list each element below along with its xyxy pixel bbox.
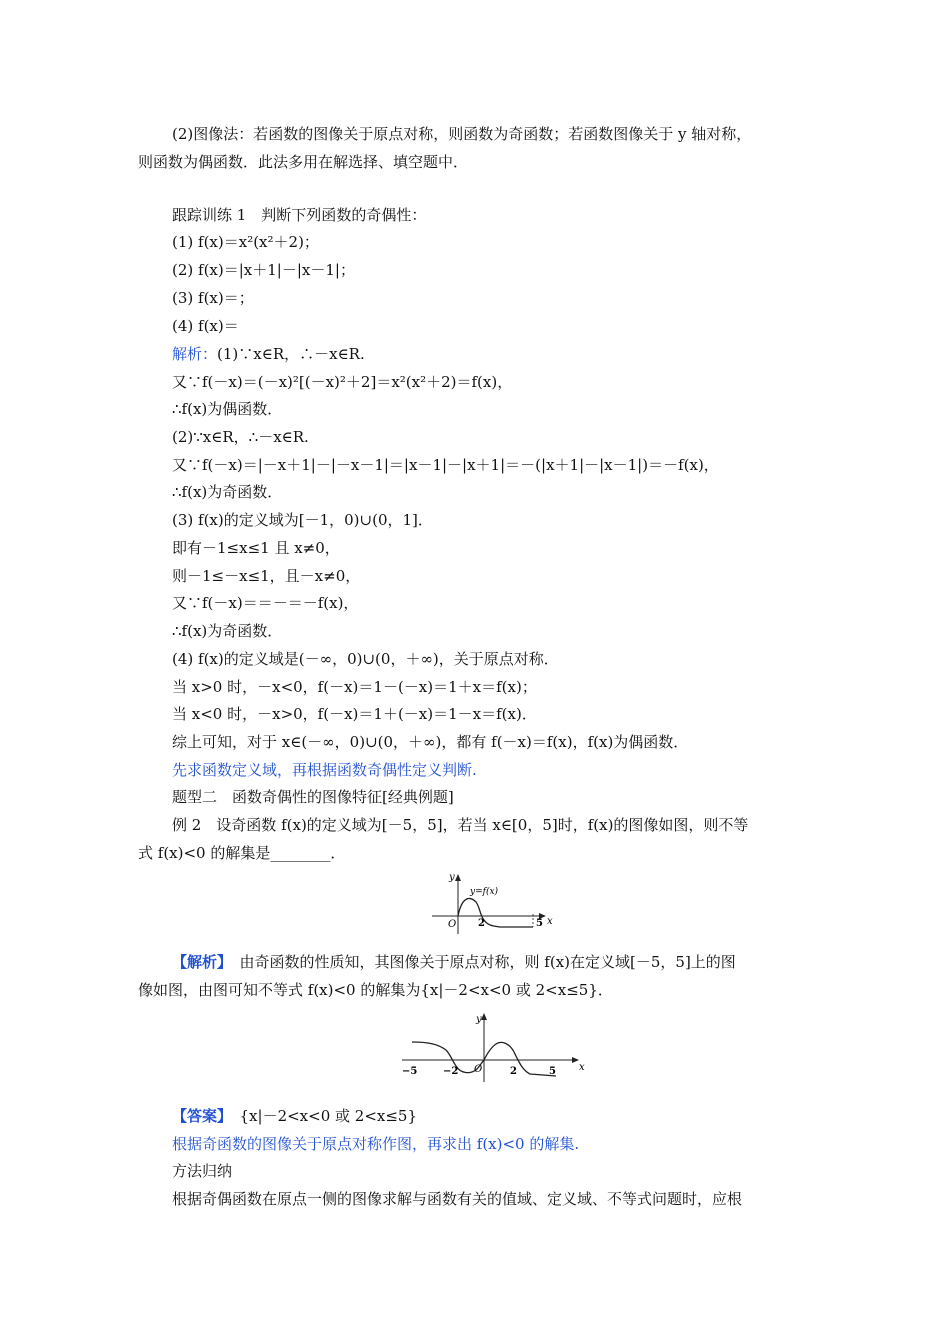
figure-2-graph xyxy=(398,1008,584,1088)
question-4: (4) f(x)＝ xyxy=(172,317,239,335)
figure-1-origin-label: O xyxy=(448,919,457,930)
figure-1-y-arrow xyxy=(455,874,461,881)
solution-line-1 xyxy=(172,952,736,972)
example-line-2: 式 f(x)<0 的解集是________． xyxy=(138,844,346,862)
figure-1-tick-2: 2 xyxy=(478,918,485,929)
analysis-line-3: ∴f(x)为偶函数． xyxy=(172,400,283,418)
analysis-line-15: 综上可知，对于 x∈(－∞，0)∪(0，＋∞)，都有 f(－x)＝f(x)，f(x)为偶函数． xyxy=(172,733,689,751)
method-heading: 方法归纳 xyxy=(172,1162,233,1180)
example-line-1: 例 2 设奇函数 f(x)的定义域为[－5，5]，若当 x∈[0，5]时，f(x)的图像如图，则不等 xyxy=(172,816,749,834)
answer-text: {x|－2<x<0 或 2<x≤5} xyxy=(224,1107,418,1125)
analysis-line-5: 又∵f(－x)＝|－x＋1|－|－x－1|＝|x－1|－|x＋1|＝－(|x＋1|－|x－1|)＝－f(x)， xyxy=(172,456,719,474)
figure-2-y-label: y xyxy=(476,1014,482,1025)
analysis-line-6: ∴f(x)为奇函数． xyxy=(172,483,283,501)
figure-2-tick-neg2: −2 xyxy=(443,1066,459,1077)
figure-1-tick-5: 5 xyxy=(536,918,543,929)
analysis-line-7: (3) f(x)的定义域为[－1，0)∪(0，1]． xyxy=(172,511,433,529)
tip-1: 先求函数定义域，再根据函数奇偶性定义判断. xyxy=(172,761,477,779)
analysis-line-11: ∴f(x)为奇函数． xyxy=(172,622,283,640)
analysis-label: 解析： xyxy=(172,345,218,363)
analysis-line-8: 即有－1≤x≤1 且 x≠0， xyxy=(172,539,340,557)
analysis-line-14: 当 x<0 时，－x>0，f(－x)＝1＋(－x)＝1－x＝f(x)． xyxy=(172,705,537,723)
answer-label: 【答案】 xyxy=(172,1107,225,1125)
solution-text-1: 由奇函数的性质知，其图像关于原点对称，则 f(x)在定义域[－5，5]上的图 xyxy=(224,953,736,971)
exercise-heading: 跟踪训练 1 判断下列函数的奇偶性： xyxy=(172,206,427,224)
analysis-line-1 xyxy=(172,344,365,364)
solution-label: 【解析】 xyxy=(172,953,225,971)
figure-1-graph xyxy=(428,868,552,936)
paragraph-graph-method-cont: 则函数为偶函数．此法多用在解选择、填空题中． xyxy=(138,153,469,171)
question-2: (2) f(x)＝|x＋1|－|x－1|； xyxy=(172,261,355,279)
figure-1-y-label: y xyxy=(449,872,455,883)
answer-line xyxy=(172,1106,417,1126)
section-heading: 题型二 函数奇偶性的图像特征[经典例题] xyxy=(172,788,454,806)
question-1: (1) f(x)＝x²(x²＋2)； xyxy=(172,233,319,251)
figure-2-y-arrow xyxy=(481,1013,487,1020)
figure-1-curve-label: y=f(x) xyxy=(470,887,499,897)
analysis-line-13: 当 x>0 时，－x<0，f(－x)＝1－(－x)＝1＋x＝f(x)； xyxy=(172,678,537,696)
figure-2-tick-neg5: −5 xyxy=(402,1066,418,1077)
analysis-text-1: (1)∵x∈R，∴－x∈R. xyxy=(217,345,365,363)
method-text: 根据奇偶函数在原点一侧的图像求解与函数有关的值域、定义域、不等式问题时，应根 xyxy=(172,1190,743,1208)
figure-1-x-label: x xyxy=(547,916,553,927)
figure-2-x-arrow xyxy=(572,1057,579,1063)
tip-2: 根据奇函数的图像关于原点对称作图，再求出 f(x)<0 的解集. xyxy=(172,1135,580,1153)
analysis-line-10: 又∵f(－x)＝＝－＝－f(x)， xyxy=(172,594,359,612)
paragraph-graph-method: (2)图像法：若函数的图像关于原点对称，则函数为奇函数；若函数图像关于 y 轴对称， xyxy=(172,125,752,143)
figure-2-tick-5: 5 xyxy=(549,1066,556,1077)
analysis-line-4: (2)∵x∈R，∴－x∈R. xyxy=(172,428,309,446)
question-3: (3) f(x)＝； xyxy=(172,289,254,307)
solution-line-2: 像如图，由图可知不等式 f(x)<0 的解集为{x|－2<x<0 或 2<x≤5}． xyxy=(138,981,613,999)
figure-1-curve xyxy=(458,899,533,927)
analysis-line-9: 则－1≤－x≤1，且－x≠0， xyxy=(172,567,361,585)
figure-2-origin-label: O xyxy=(474,1064,483,1075)
figure-2-x-label: x xyxy=(579,1062,585,1073)
figure-2-tick-2: 2 xyxy=(510,1066,517,1077)
analysis-line-12: (4) f(x)的定义域是(－∞，0)∪(0，＋∞)，关于原点对称． xyxy=(172,650,559,668)
analysis-line-2: 又∵f(－x)＝(－x)²[(－x)²＋2]＝x²(x²＋2)＝f(x)， xyxy=(172,373,513,391)
